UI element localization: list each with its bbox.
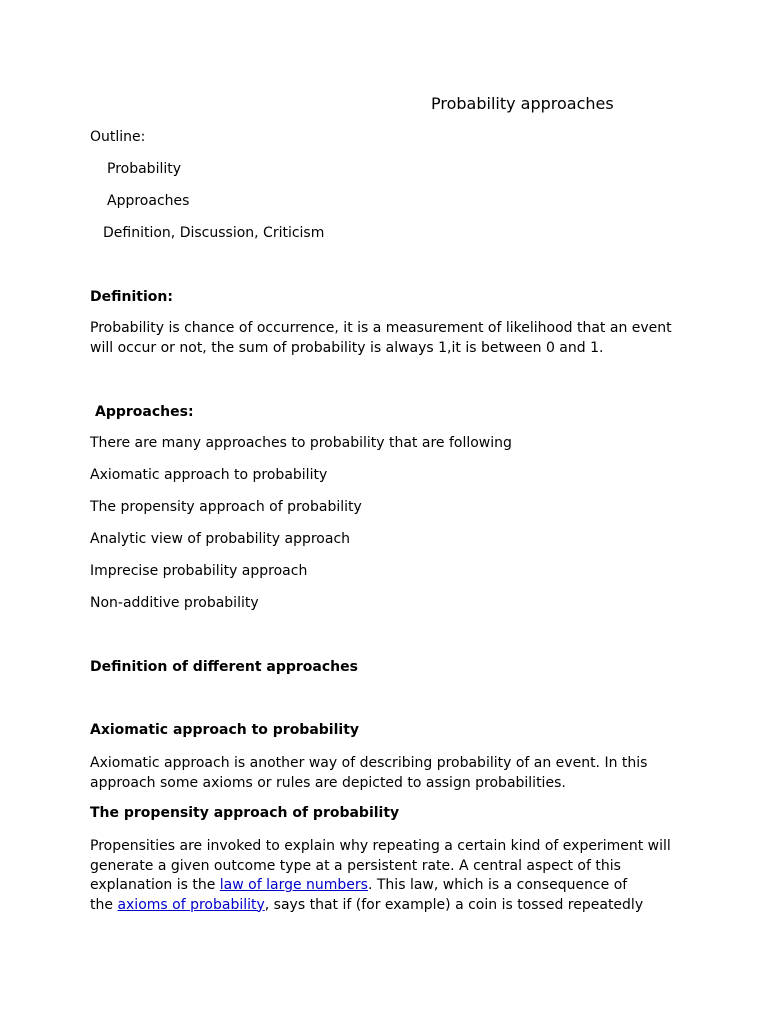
law-of-large-numbers-link[interactable]: law of large numbers [219, 877, 368, 893]
definitions-section-heading: Definition of different approaches [90, 659, 358, 675]
paragraph-text: the [90, 896, 118, 913]
paragraph-line [90, 876, 680, 896]
approach-list-item: Axiomatic approach to probability [90, 467, 328, 483]
paragraph-line [90, 896, 680, 916]
paragraph-line: Probability is chance of occurrence, it is a measurement of likelihood that an event [90, 320, 672, 336]
approach-list-item: Imprecise probability approach [90, 563, 308, 579]
paragraph-line: will occur or not, the sum of probability is always 1,it is between 0 and 1. [90, 339, 604, 356]
paragraph-line: Axiomatic approach is another way of describing probability of an event. In this [90, 755, 648, 771]
paragraph-text: explanation is the [90, 877, 220, 893]
paragraph-line: approach some axioms or rules are depicted to assign probabilities. [90, 774, 566, 791]
propensity-heading: The propensity approach of probability [90, 805, 400, 821]
paragraph-text: , says that if (for example) a coin is tossed repeatedly [264, 896, 644, 913]
approach-list-item: The propensity approach of probability [90, 499, 362, 515]
approach-list-item: Analytic view of probability approach [90, 531, 351, 547]
axiomatic-paragraph [90, 754, 680, 793]
approach-list-item: Non-additive probability [90, 595, 259, 611]
document-title: Probability approaches [431, 94, 614, 113]
definition-heading: Definition: [90, 289, 173, 305]
outline-heading: Outline: [90, 129, 146, 145]
paragraph-text: . This law, which is a consequence of [367, 877, 628, 893]
outline-item: Probability [107, 161, 182, 177]
outline-item: Approaches [107, 193, 190, 209]
approaches-heading: Approaches: [95, 404, 194, 420]
approaches-intro: There are many approaches to probability that are following [90, 435, 512, 451]
definition-paragraph [90, 319, 680, 358]
axiomatic-heading: Axiomatic approach to probability [90, 722, 360, 738]
axioms-of-probability-link[interactable]: axioms of probability [117, 896, 265, 913]
outline-item: Definition, Discussion, Criticism [103, 225, 325, 241]
paragraph-line: Propensities are invoked to explain why repeating a certain kind of experiment will [90, 838, 671, 854]
propensity-paragraph [90, 837, 680, 915]
paragraph-line: generate a given outcome type at a persistent rate. A central aspect of this [90, 857, 621, 874]
